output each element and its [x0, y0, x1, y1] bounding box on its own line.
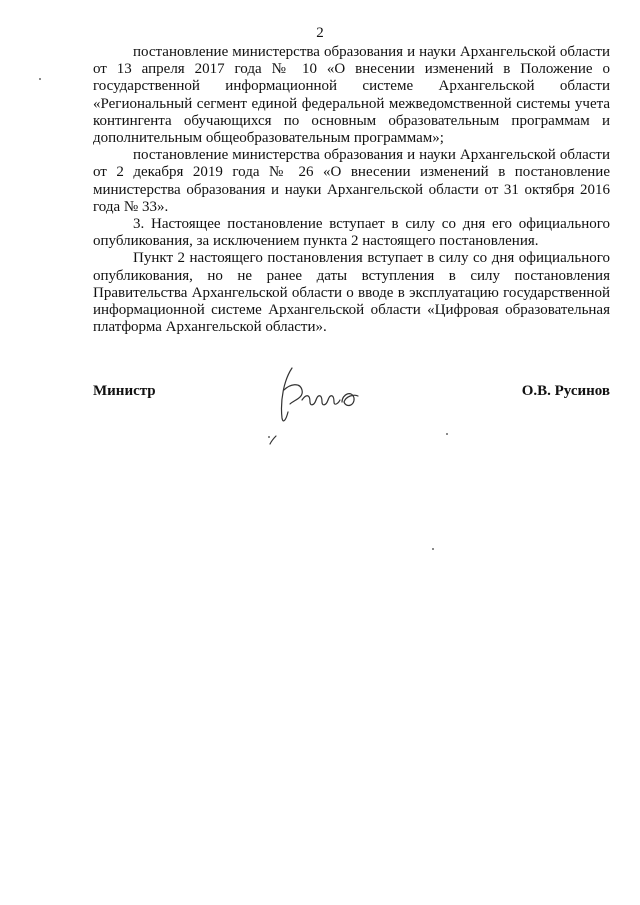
- scan-speck: [446, 433, 448, 435]
- document-body: [93, 44, 610, 336]
- page-number: 2: [316, 25, 324, 41]
- signatory-name: О.В. Русинов: [521, 383, 610, 399]
- paragraph-item-3: 3. Настоящее постановление вступает в силу со дня его официального опубликования, за исключением пункта 2 настоящего постановления.: [93, 216, 610, 250]
- scan-speck: [268, 436, 270, 438]
- scan-speck: [39, 78, 41, 80]
- paragraph-resolution-2017: постановление министерства образования и науки Архангельской области от 13 апреля 2017 года № 10 «О внесении изменений в Положение о государственной информационной системе Архангельской области «Региональный сегмент единой федеральной межведомственной системы учета контингента обучающихся по основным образовательным программам и дополнительным общеобразовательным программам»;: [93, 44, 610, 147]
- handwritten-signature: [262, 360, 372, 450]
- scan-speck: [432, 548, 434, 550]
- paragraph-resolution-2019: постановление министерства образования и науки Архангельской области от 2 декабря 2019 года № 26 «О внесении изменений в постановление министерства образования и науки Архангельской области от 31 октября 2016 года № 33».: [93, 147, 610, 215]
- paragraph-item-2-effective: Пункт 2 настоящего постановления вступает в силу со дня официального опубликования, но не ранее даты вступления в силу постановления Правительства Архангельской области о вводе в эксплуатацию государственной информационной системе Архангельской области «Цифровая образовательная платформа Архангельской области».: [93, 250, 610, 336]
- signatory-title: Министр: [93, 383, 156, 399]
